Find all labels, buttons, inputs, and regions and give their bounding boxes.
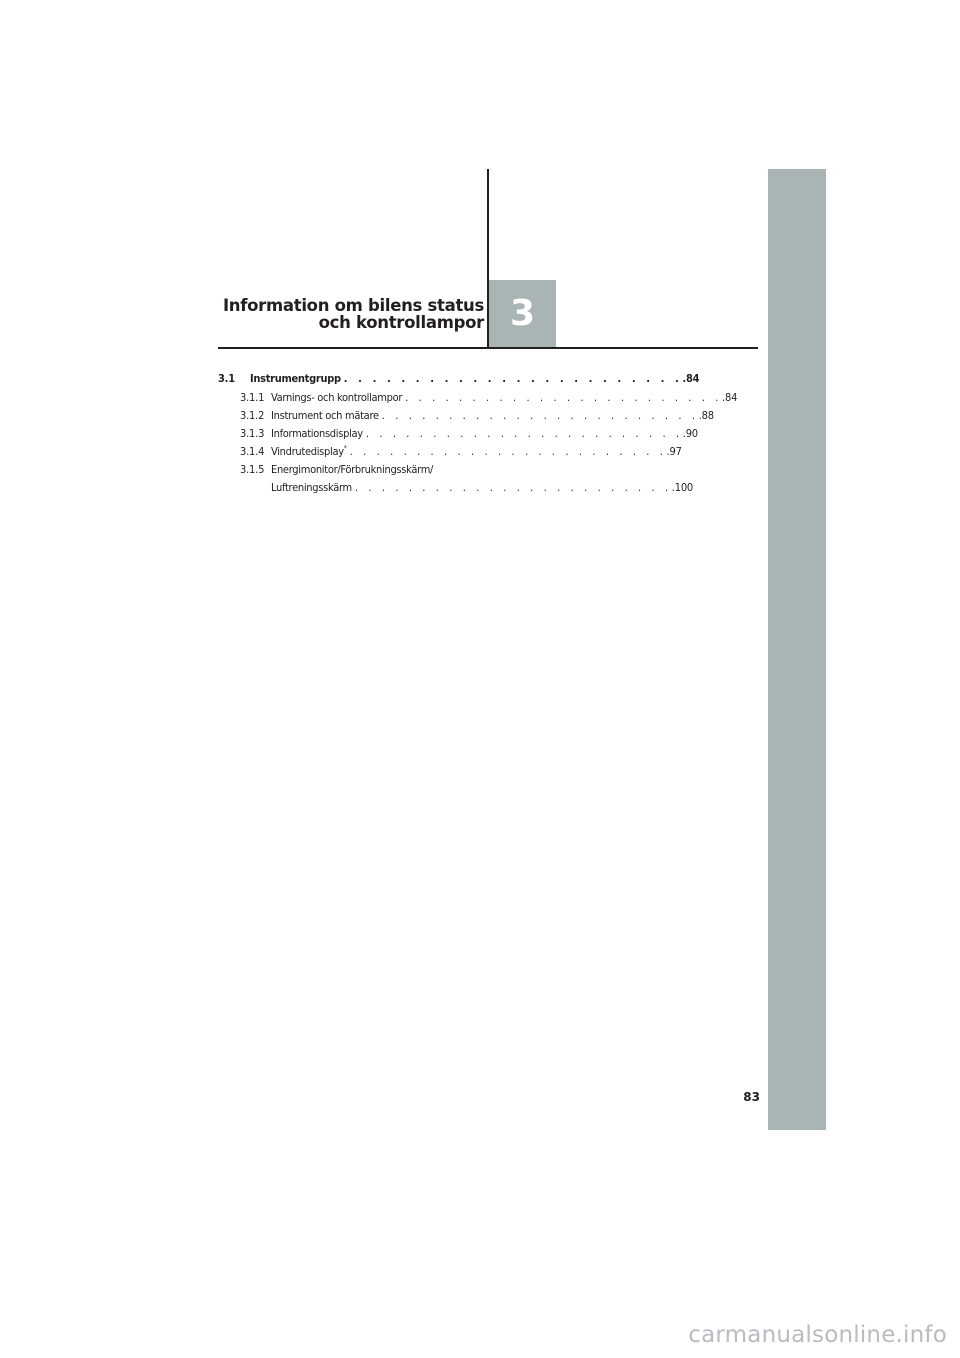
toc-entry-title-text: Vindrutedisplay — [271, 445, 344, 458]
toc-entry-title: Instrumentgrupp — [250, 372, 341, 385]
optional-equipment-mark: * — [343, 444, 347, 452]
toc-leader-dots: . . . . . . . . . . . . . . . . . . . . . . . . — [354, 481, 672, 494]
toc-entry-page: .84 — [682, 372, 700, 385]
toc-entry-title: Varnings- och kontrollampor — [271, 391, 403, 404]
toc-entry-number: 3.1.3 — [240, 427, 265, 440]
toc-entry-3-1-1[interactable] — [218, 389, 738, 407]
table-of-contents — [218, 370, 738, 497]
toc-entry-title: Instrument och mätare — [271, 409, 379, 422]
toc-leader-dots: . . . . . . . . . . . . . . . . . . . . . . . . — [405, 391, 723, 404]
toc-leader-dots: . . . . . . . . . . . . . . . . . . . . . . . . — [349, 445, 667, 458]
chapter-title-line1: Information om bilens status — [222, 296, 484, 315]
page-number: 83 — [743, 1090, 760, 1104]
toc-entry-page: .84 — [722, 391, 738, 404]
toc-leader-dots: . . . . . . . . . . . . . . . . . . . . . . . . — [365, 427, 683, 440]
toc-entry-number: 3.1 — [218, 372, 235, 385]
chapter-title — [223, 297, 484, 331]
horizontal-rule — [218, 347, 758, 349]
toc-entry-3-1[interactable] — [218, 370, 700, 389]
toc-leader-dots: . . . . . . . . . . . . . . . . . . . . . . . . — [343, 372, 683, 385]
toc-entry-title-continued: Luftreningsskärm — [271, 481, 352, 494]
toc-entry-number: 3.1.5 — [240, 463, 265, 476]
toc-entry-page: .88 — [698, 409, 714, 422]
chapter-number: 3 — [509, 292, 536, 334]
toc-entry-3-1-3[interactable] — [218, 425, 698, 443]
toc-entry-page: .90 — [682, 427, 698, 440]
chapter-title-line2: och kontrollampor — [318, 313, 484, 332]
chapter-side-tab — [768, 169, 826, 1130]
toc-entry-title: Informationsdisplay — [271, 427, 363, 440]
chapter-number-box — [489, 280, 556, 347]
toc-entry-3-1-5-continued[interactable] — [218, 479, 694, 497]
toc-entry-3-1-5[interactable] — [218, 461, 468, 479]
watermark: carmanualsonline.info — [688, 1322, 947, 1348]
toc-entry-3-1-2[interactable] — [218, 407, 714, 425]
toc-entry-page: .100 — [671, 481, 694, 494]
toc-leader-dots: . . . . . . . . . . . . . . . . . . . . . . . . — [381, 409, 699, 422]
toc-entry-number: 3.1.4 — [240, 445, 265, 458]
toc-entry-title — [271, 443, 347, 461]
toc-entry-3-1-4[interactable] — [218, 443, 682, 461]
toc-entry-number: 3.1.1 — [240, 391, 265, 404]
toc-entry-page: .97 — [666, 445, 682, 458]
toc-entry-title: Energimonitor/Förbrukningsskärm/ — [271, 463, 434, 476]
toc-entry-number: 3.1.2 — [240, 409, 265, 422]
